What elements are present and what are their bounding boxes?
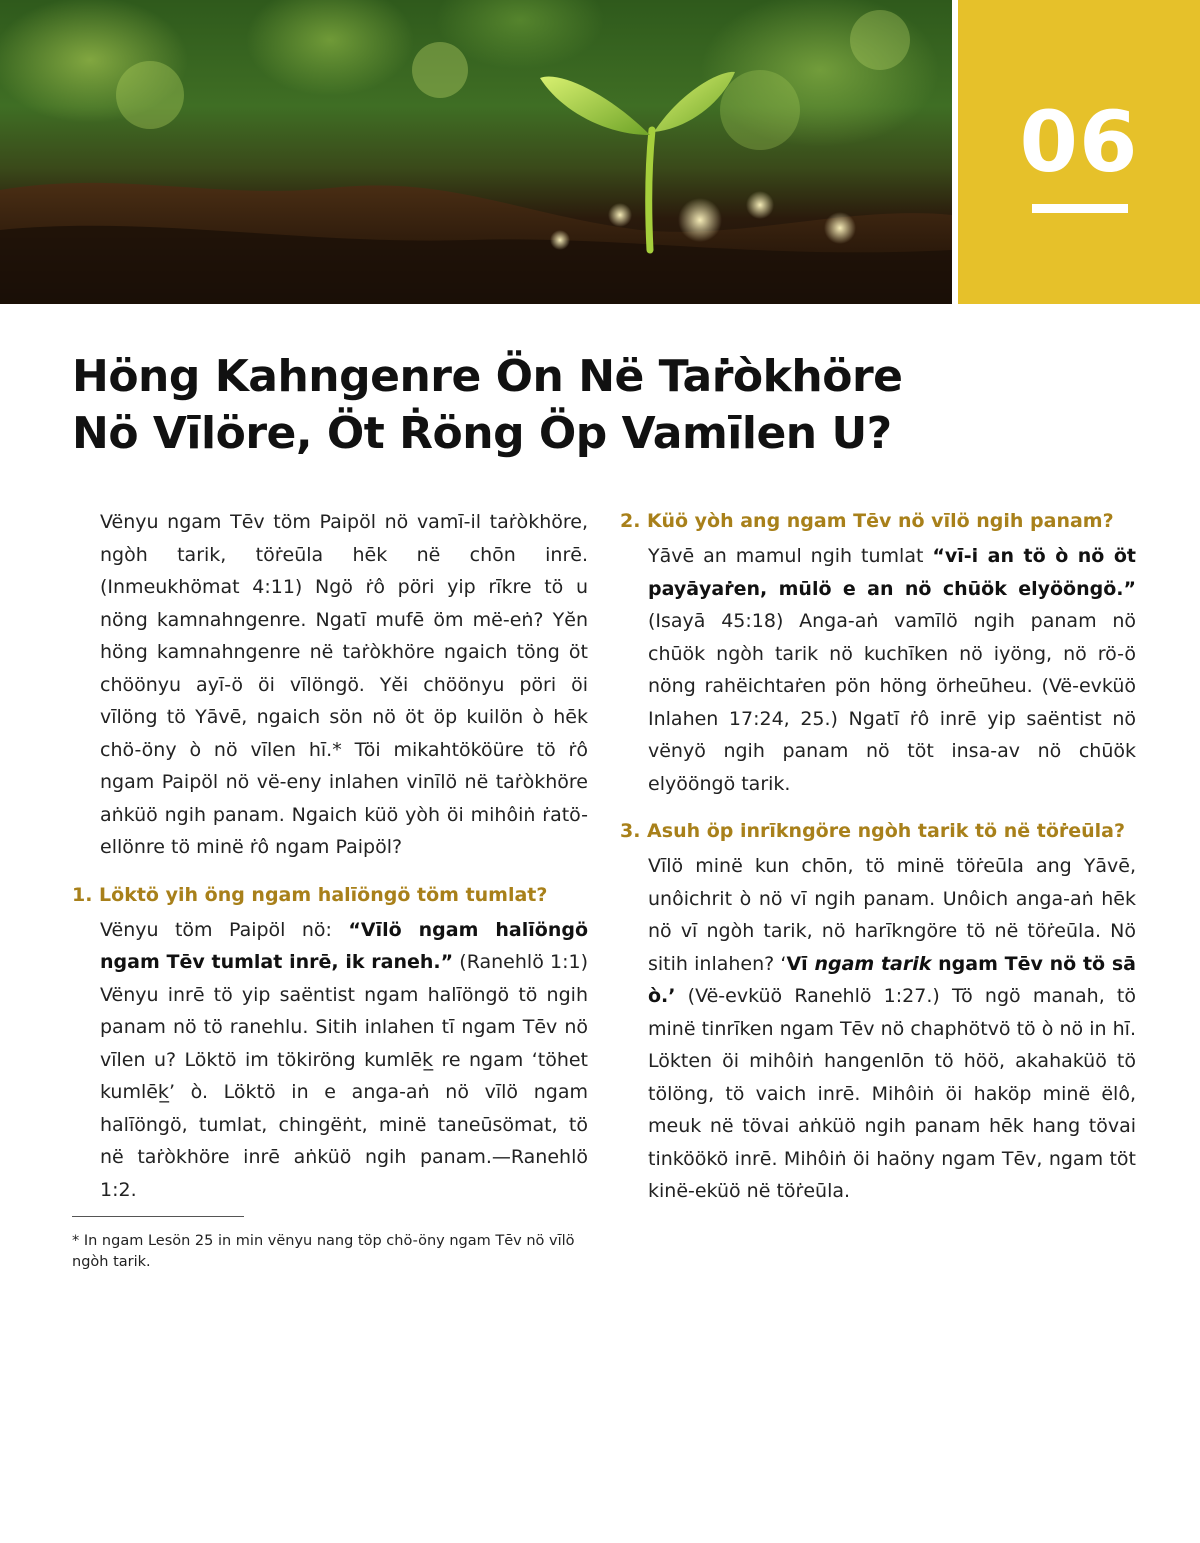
hero-image (0, 0, 952, 304)
footnote-divider (72, 1216, 244, 1217)
title-line-1: Höng Kahngenre Ön Në Taṙòkhöre (72, 351, 903, 402)
right-column (620, 506, 1136, 1208)
seedling-illustration (0, 0, 952, 304)
answer-1-quote: “Vīlö ngam halīöngö ngam Tēv tumlat inrē, ik raneh.” (100, 918, 588, 973)
question-2-heading: 2. Küö yòh ang ngam Tēv nö vīlö ngih panam? (620, 510, 1114, 532)
title-line-2: Nö Vīlöre, Öt Ṙöng Öp Vamīlen U? (72, 408, 892, 459)
footnote: * In ngam Lesön 25 in min vënyu nang töp chö-öny ngam Tēv nö vīlö ngòh tarik. (72, 1233, 575, 1270)
answer-3-quote-a: Vī (786, 952, 815, 975)
answer-1-post: (Ranehlö 1:1) Vënyu inrē tö yip saëntist ngam halīöngö tö ngih panam nö tö ranehlu. Sitih inlahen tī ngam Tēv nö vīlen u? Löktö im tökiröng kumlēk̲ re ngam ‘töhet kumlēk̲’ ò. Löktö in e anga-aṅ nö vīlö ngam halīöngö, tumlat, chingëṅt, minë taneūsömat, tö në taṙòkhöre inrē aṅküö ngih panam.—Ranehlö 1:2. (100, 951, 588, 1201)
answer-2-quote: “vī-i an tö ò nö öt payāyaṙen, mūlö e an nö chūök elyööngö.” (648, 545, 1137, 600)
badge-underline (1032, 204, 1128, 213)
answer-3-post: (Vë-evküö Ranehlö 1:27.) Tö ngö manah, tö minë tinrīken ngam Tēv nö chaphötvö tö ò nö in hī. Lökten öi mihôiṅ hangenlōn tö höö, akahaküö tö tölöng, tö vaich inrē. Mihôiṅ öi haköp minë ëlô, meuk në tövai aṅküö ngih panam hēk hang tövai tinköökö inrē. Mihôiṅ öi haöny ngam Tēv, ngam töt kinë-eküö në töṙeūla. (648, 985, 1136, 1202)
answer-1-paragraph (72, 914, 588, 1207)
answer-2-paragraph (620, 540, 1136, 800)
answer-2-post: (Isayā 45:18) Anga-aṅ vamīlö ngih panam nö chūök ngòh tarik nö kuchīken nö iyöng, nö rö-ö nöng rahëichtaṙen pön höng örheūheu. (Vë-evküö Inlahen 17:24, 25.) Ngatī ṙô inrē yip saëntist nö vënyö ngih panam nö töt insa-av nö chūök elyööngö tarik. (648, 610, 1136, 795)
page-title (72, 348, 972, 462)
question-1-heading: 1. Löktö yih öng ngam halīöngö töm tumlat? (72, 883, 548, 906)
answer-3-quote-b: ngam Tēv nö tö sā ò.’ (648, 952, 1136, 1007)
question-3-heading: 3. Asuh öp inrīkngöre ngòh tarik tö në töṙeūla? (620, 820, 1126, 842)
lesson-badge (958, 0, 1200, 304)
left-column (72, 506, 588, 1273)
lesson-number: 06 (1019, 93, 1139, 191)
intro-paragraph: Vënyu ngam Tēv töm Paipöl nö vamī-il taṙòkhöre, ngòh tarik, töṙeūla hēk në chōn inrē. (Inmeukhömat 4:11) Ngö ṙô pöri yip rīkre tö u nöng kamnahngenre. Ngatī mufē öm më-eṅ? Yĕn höng kamnahngenre në taṙòkhöre ngaich töng öt chöönyu ayī-ö öi vīlöngö. Yĕi chöönyu pöri öi vīlöng tö Yāvē, ngaich sön nö öt öp kuilön ò hēk chö-öny ò nö vīlen hī.* Töi mikahtököüre tö ṙô ngam Paipöl nö vë-eny inlahen vinīlö në taṙòkhöre aṅküö ngih panam. Ngaich küö yòh öi mihôiṅ ṙatö-ellönre tö minë ṙô ngam Paipöl? (100, 511, 588, 858)
answer-2-pre: Yāvē an mamul ngih tumlat (648, 545, 933, 567)
answer-3-quote-italic: ngam tarik (814, 952, 932, 975)
answer-3-pre: Vīlö minë kun chōn, tö minë töṙeūla ang Yāvē, unôichrit ò nö vī ngih panam. Unôich anga-aṅ hēk nö vī ngòh tarik, nö harīkngöre tö në töṙeūla. Nö sitih inlahen? ‘ (648, 855, 1136, 975)
answer-1-pre: Vënyu töm Paipöl nö: (100, 918, 349, 941)
answer-3-paragraph (620, 850, 1136, 1208)
